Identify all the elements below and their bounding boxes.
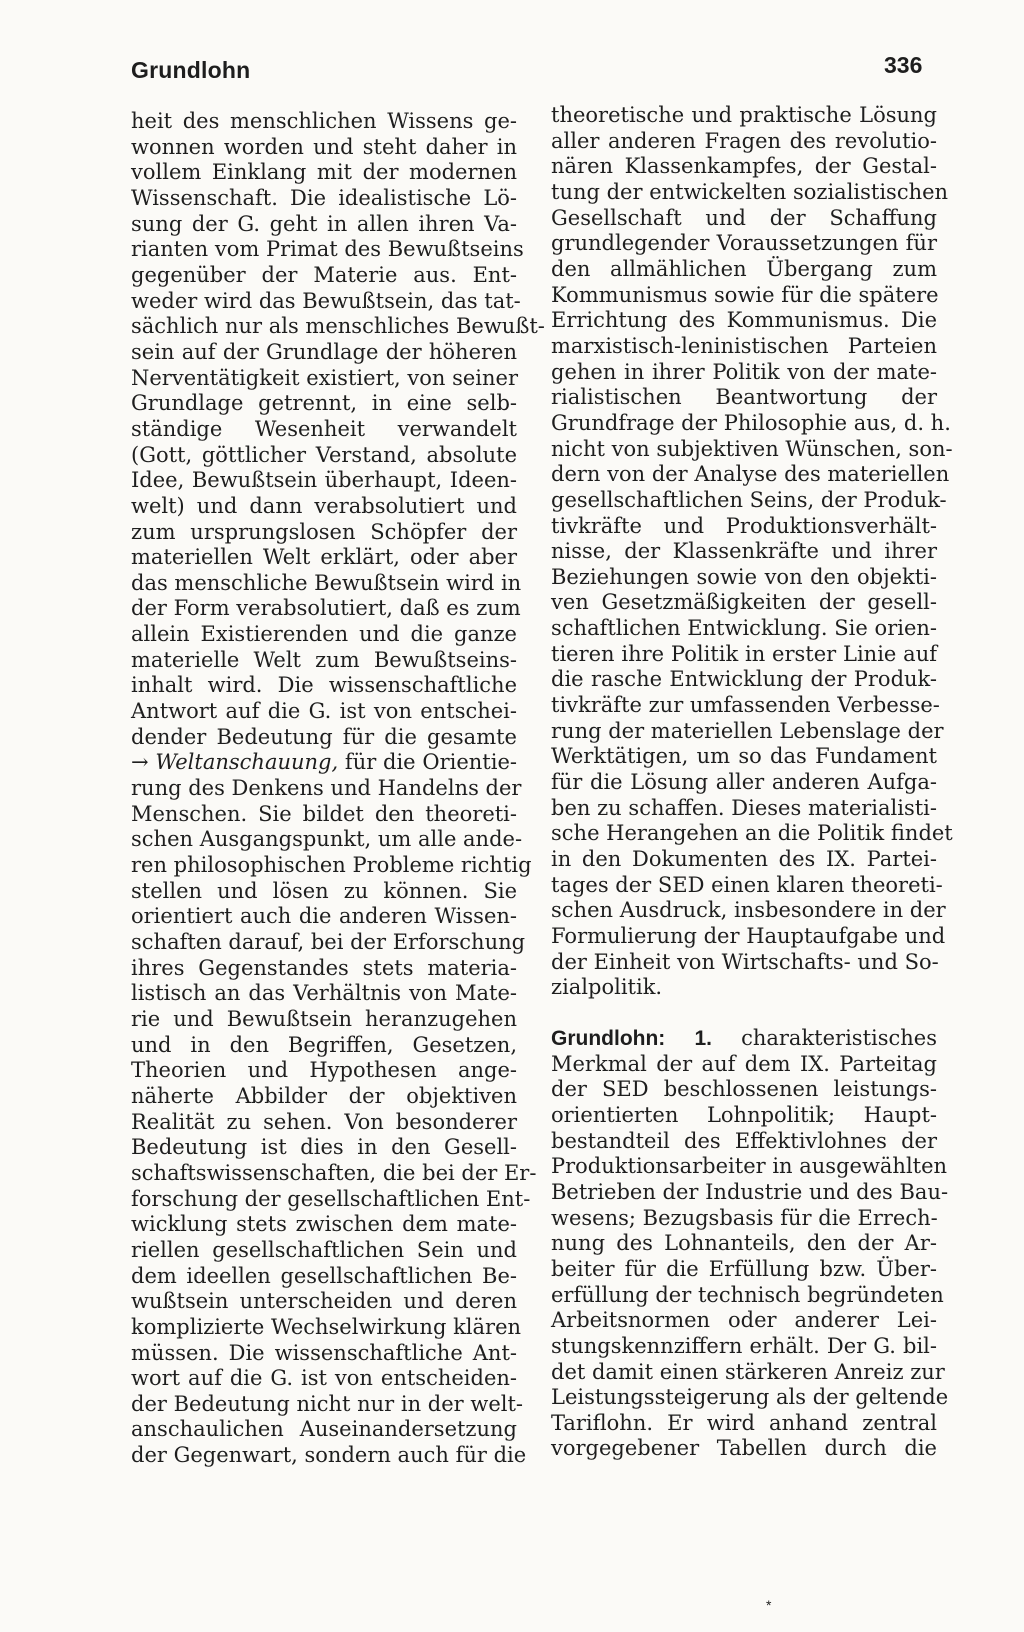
left-lines-b xyxy=(131,776,537,1469)
crossref-link[interactable]: Weltanschauung, xyxy=(155,750,339,775)
text-line: riellen gesellschaftlichen Sein und xyxy=(131,1237,517,1262)
text-line: forschung der gesellschaftlichen Ent- xyxy=(131,1186,531,1211)
text-line: Realität zu sehen. Von besonderer xyxy=(131,1109,517,1134)
text-line: beiter für die Erfüllung bzw. Über- xyxy=(551,1256,937,1281)
text-line: zum ursprungslosen Schöpfer der xyxy=(131,519,517,544)
text-line: tivkräfte und Produktionsverhält- xyxy=(551,513,937,538)
entry-first-rest: charakteristisches xyxy=(741,1025,937,1050)
text-line: erfüllung der technisch begründeten xyxy=(551,1282,944,1307)
entry-lemma: Grundlohn: xyxy=(551,1026,666,1050)
text-line: stellen und lösen zu können. Sie xyxy=(131,878,517,903)
crossref-line xyxy=(131,750,517,776)
text-line: den allmählichen Übergang zum xyxy=(551,256,937,281)
text-line: gegenüber der Materie aus. Ent- xyxy=(131,262,517,287)
text-line: tages der SED einen klaren theoreti- xyxy=(551,872,943,897)
text-line: tivkräfte zur umfassenden Verbesse- xyxy=(551,693,940,718)
text-line: wicklung stets zwischen dem mate- xyxy=(131,1212,517,1237)
text-line: in den Dokumenten des IX. Partei- xyxy=(551,847,937,872)
text-line: stungskennziffern erhält. Der G. bil- xyxy=(551,1333,937,1358)
text-line: materielle Welt zum Bewußtseins- xyxy=(131,647,517,672)
text-line: nisse, der Klassenkräfte und ihrer xyxy=(551,539,937,564)
text-line: das menschliche Bewußtsein wird in xyxy=(131,570,522,595)
text-line: Gesellschaft und der Schaffung xyxy=(551,205,937,230)
text-line: dem ideellen gesellschaftlichen Be- xyxy=(131,1263,517,1288)
text-line: Wissenschaft. Die idealistische Lö- xyxy=(131,185,517,210)
text-line: Menschen. Sie bildet den theoreti- xyxy=(131,801,517,826)
text-line: wesens; Bezugsbasis für die Errech- xyxy=(551,1205,938,1230)
text-line: wort auf die G. ist von entscheiden- xyxy=(131,1366,517,1391)
text-line: Beziehungen sowie von den objekti- xyxy=(551,564,937,589)
text-line: rung der materiellen Lebenslage der xyxy=(551,718,944,743)
text-line: marxistisch-leninistischen Parteien xyxy=(551,333,937,358)
text-line: zialpolitik. xyxy=(551,975,663,1000)
text-line: tung der entwickelten sozialistischen xyxy=(551,179,949,204)
text-line: Grundfrage der Philosophie aus, d. h. xyxy=(551,410,951,435)
text-line: weder wird das Bewußtsein, das tat- xyxy=(131,288,521,313)
text-line: komplizierte Wechselwirkung klären xyxy=(131,1314,522,1339)
text-line: vorgegebener Tabellen durch die xyxy=(551,1436,937,1461)
text-line: Produktionsarbeiter in ausgewählten xyxy=(551,1154,948,1179)
text-line: sein auf der Grundlage der höheren xyxy=(131,339,517,364)
text-line: grundlegender Voraussetzungen für xyxy=(551,231,937,256)
right-column xyxy=(551,103,953,1462)
text-line: ren philosophischen Probleme richtig xyxy=(131,853,532,878)
text-line: tieren ihre Politik in erster Linie auf xyxy=(551,641,937,666)
text-line: sche Herangehen an die Politik findet xyxy=(551,821,953,846)
text-line: allein Existierenden und die ganze xyxy=(131,622,517,647)
text-line: (Gott, göttlicher Verstand, absolute xyxy=(131,442,517,467)
text-line: vollem Einklang mit der modernen xyxy=(131,160,517,185)
left-column xyxy=(131,109,545,1469)
page-number: 336 xyxy=(884,52,923,78)
crossref-rest: für die Orientie- xyxy=(344,750,517,775)
text-line: nicht von subjektiven Wünschen, son- xyxy=(551,436,953,461)
text-line: heit des menschlichen Wissens ge- xyxy=(131,109,517,133)
text-line: die rasche Entwicklung der Produk- xyxy=(551,667,937,692)
left-lines-a xyxy=(131,109,545,750)
text-line: der SED beschlossenen leistungs- xyxy=(551,1077,937,1102)
text-line: schaftlichen Entwicklung. Sie orien- xyxy=(551,616,937,641)
text-line: schen Ausgangspunkt, um alle ande- xyxy=(131,827,523,852)
text-line: Theorien und Hypothesen ange- xyxy=(131,1058,517,1083)
text-line: listisch an das Verhältnis von Mate- xyxy=(131,981,517,1006)
entry-sense-number: 1. xyxy=(694,1026,712,1050)
text-line: nung des Lohnanteils, den der Ar- xyxy=(551,1231,937,1256)
text-line: orientierten Lohnpolitik; Haupt- xyxy=(551,1102,937,1127)
text-line: sächlich nur als menschliches Bewußt- xyxy=(131,314,545,339)
text-line: Formulierung der Hauptaufgabe und xyxy=(551,924,946,948)
text-line: rianten vom Primat des Bewußtseins xyxy=(131,237,524,262)
text-line: Leistungssteigerung als der geltende xyxy=(551,1385,949,1410)
text-line: für die Lösung aller anderen Aufga- xyxy=(551,770,937,795)
text-line: rung des Denkens und Handelns der xyxy=(131,776,522,801)
text-line: Nerventätigkeit existiert, von seiner xyxy=(131,365,518,390)
text-line: theoretische und praktische Lösung xyxy=(551,103,937,127)
text-line: der Bedeutung nicht nur in der welt- xyxy=(131,1391,524,1416)
text-line: aller anderen Fragen des revolutio- xyxy=(551,128,937,153)
text-line: müssen. Die wissenschaftliche Ant- xyxy=(131,1340,517,1365)
text-line: und in den Begriffen, Gesetzen, xyxy=(131,1032,517,1057)
text-line: Idee, Bewußtsein überhaupt, Ideen- xyxy=(131,468,517,493)
text-line: Betrieben der Industrie und des Bau- xyxy=(551,1179,949,1204)
text-line: ihres Gegenstandes stets materia- xyxy=(131,955,517,980)
text-line: Errichtung des Kommunismus. Die xyxy=(551,308,937,333)
text-line: der Gegenwart, sondern auch für die xyxy=(131,1443,527,1468)
right-lines xyxy=(551,103,953,1001)
crossref-arrow-icon: → xyxy=(131,750,149,775)
text-line: der Einheit von Wirtschafts- und So- xyxy=(551,949,939,974)
running-head: Grundlohn xyxy=(131,57,251,83)
text-line: Arbeitsnormen oder anderer Lei- xyxy=(551,1308,937,1333)
text-line: materiellen Welt erklärt, oder aber xyxy=(131,545,517,570)
text-line: anschaulichen Auseinandersetzung xyxy=(131,1417,517,1442)
text-line: orientiert auch die anderen Wissen- xyxy=(131,904,517,929)
signature-mark: * xyxy=(766,1597,772,1613)
text-line: det damit einen stärkeren Anreiz zur xyxy=(551,1359,945,1384)
text-line: näherte Abbilder der objektiven xyxy=(131,1083,517,1108)
text-line: bestandteil des Effektivlohnes der xyxy=(551,1128,937,1153)
text-line: dern von der Analyse des materiellen xyxy=(551,462,950,487)
text-line: schaften darauf, bei der Erforschung xyxy=(131,930,526,954)
text-line: wußtsein unterscheiden und deren xyxy=(131,1289,517,1314)
text-line: Tariflohn. Er wird anhand zentral xyxy=(551,1410,937,1435)
text-line: Merkmal der auf dem IX. Parteitag xyxy=(551,1051,937,1076)
text-line: rialistischen Beantwortung der xyxy=(551,385,937,410)
text-line: der Form verabsolutiert, daß es zum xyxy=(131,596,521,621)
entry-gap xyxy=(551,1001,937,1026)
text-line: gesellschaftlichen Seins, der Produk- xyxy=(551,487,947,512)
text-line: ben zu schaffen. Dieses materialisti- xyxy=(551,795,937,820)
text-line: sung der G. geht in allen ihren Va- xyxy=(131,211,517,236)
text-line: Kommunismus sowie für die spätere xyxy=(551,282,939,307)
text-line: Grundlage getrennt, in eine selb- xyxy=(131,391,517,416)
text-line: ständige Wesenheit verwandelt xyxy=(131,416,517,441)
text-line: welt) und dann verabsolutiert und xyxy=(131,493,517,518)
text-line: wonnen worden und steht daher in xyxy=(131,134,517,159)
text-line: inhalt wird. Die wissenschaftliche xyxy=(131,673,517,698)
text-line: Antwort auf die G. ist von entschei- xyxy=(131,699,517,724)
text-line: schaftswissenschaften, die bei der Er- xyxy=(131,1160,537,1185)
text-line: schen Ausdruck, insbesondere in der xyxy=(551,898,946,923)
text-line: Werktätigen, um so das Fundament xyxy=(551,744,937,769)
dictionary-entry-grundlohn xyxy=(551,1025,949,1462)
text-line: gehen in ihrer Politik von der mate- xyxy=(551,359,937,384)
text-line: nären Klassenkampfes, der Gestal- xyxy=(551,154,937,179)
text-line: ven Gesetzmäßigkeiten der gesell- xyxy=(551,590,937,615)
text-line: Bedeutung ist dies in den Gesell- xyxy=(131,1135,517,1160)
text-line: dender Bedeutung für die gesamte xyxy=(131,724,517,749)
text-line: rie und Bewußtsein heranzugehen xyxy=(131,1006,517,1031)
entry-first-line xyxy=(551,1026,937,1052)
